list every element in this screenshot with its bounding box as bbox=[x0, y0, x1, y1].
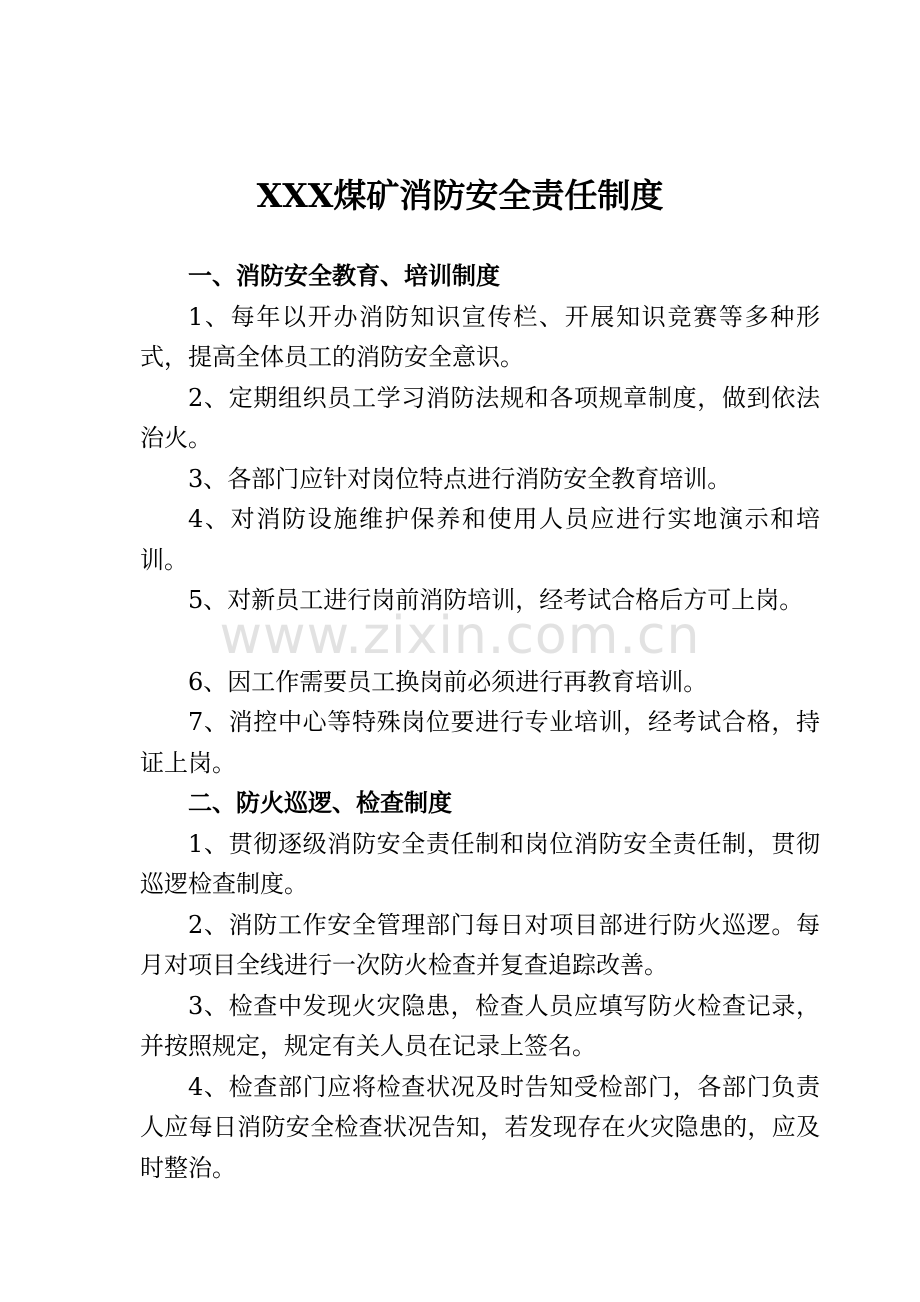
section-heading: 一、消防安全教育、培训制度 bbox=[188, 261, 500, 290]
paragraph: 6、因工作需要员工换岗前必须进行再教育培训。 bbox=[188, 667, 708, 696]
paragraph: 4、对消防设施维护保养和使用人员应进行实地演示和培训。 bbox=[140, 505, 820, 574]
paragraph: 7、消控中心等特殊岗位要进行专业培训，经考试合格，持证上岗。 bbox=[140, 708, 820, 777]
paragraph: 3、检查中发现火灾隐患，检查人员应填写防火检查记录，并按照规定，规定有关人员在记录上签名。 bbox=[140, 991, 820, 1060]
document-title: XXX煤矿消防安全责任制度 bbox=[256, 176, 664, 215]
watermark: www.zixin.com.cn bbox=[219, 606, 701, 666]
paragraph: 3、各部门应针对岗位特点进行消防安全教育培训。 bbox=[188, 464, 732, 493]
section-heading: 二、防火巡逻、检查制度 bbox=[188, 788, 452, 817]
document-body bbox=[140, 256, 820, 1188]
paragraph: 4、检查部门应将检查状况及时告知受检部门，各部门负责人应每日消防安全检查状况告知，若发现存在火灾隐患的，应及时整治。 bbox=[140, 1072, 820, 1182]
paragraph: 2、定期组织员工学习消防法规和各项规章制度，做到依法治火。 bbox=[140, 383, 820, 452]
paragraph: 2、消防工作安全管理部门每日对项目部进行防火巡逻。每月对项目全线进行一次防火检查并复查追踪改善。 bbox=[140, 910, 820, 979]
paragraph: 1、贯彻逐级消防安全责任制和岗位消防安全责任制，贯彻巡逻检查制度。 bbox=[140, 829, 820, 898]
paragraph: 1、每年以开办消防知识宣传栏、开展知识竞赛等多种形式，提高全体员工的消防安全意识。 bbox=[140, 302, 820, 371]
paragraph: 5、对新员工进行岗前消防培训，经考试合格后方可上岗。 bbox=[188, 586, 804, 614]
blank-line bbox=[140, 621, 820, 662]
